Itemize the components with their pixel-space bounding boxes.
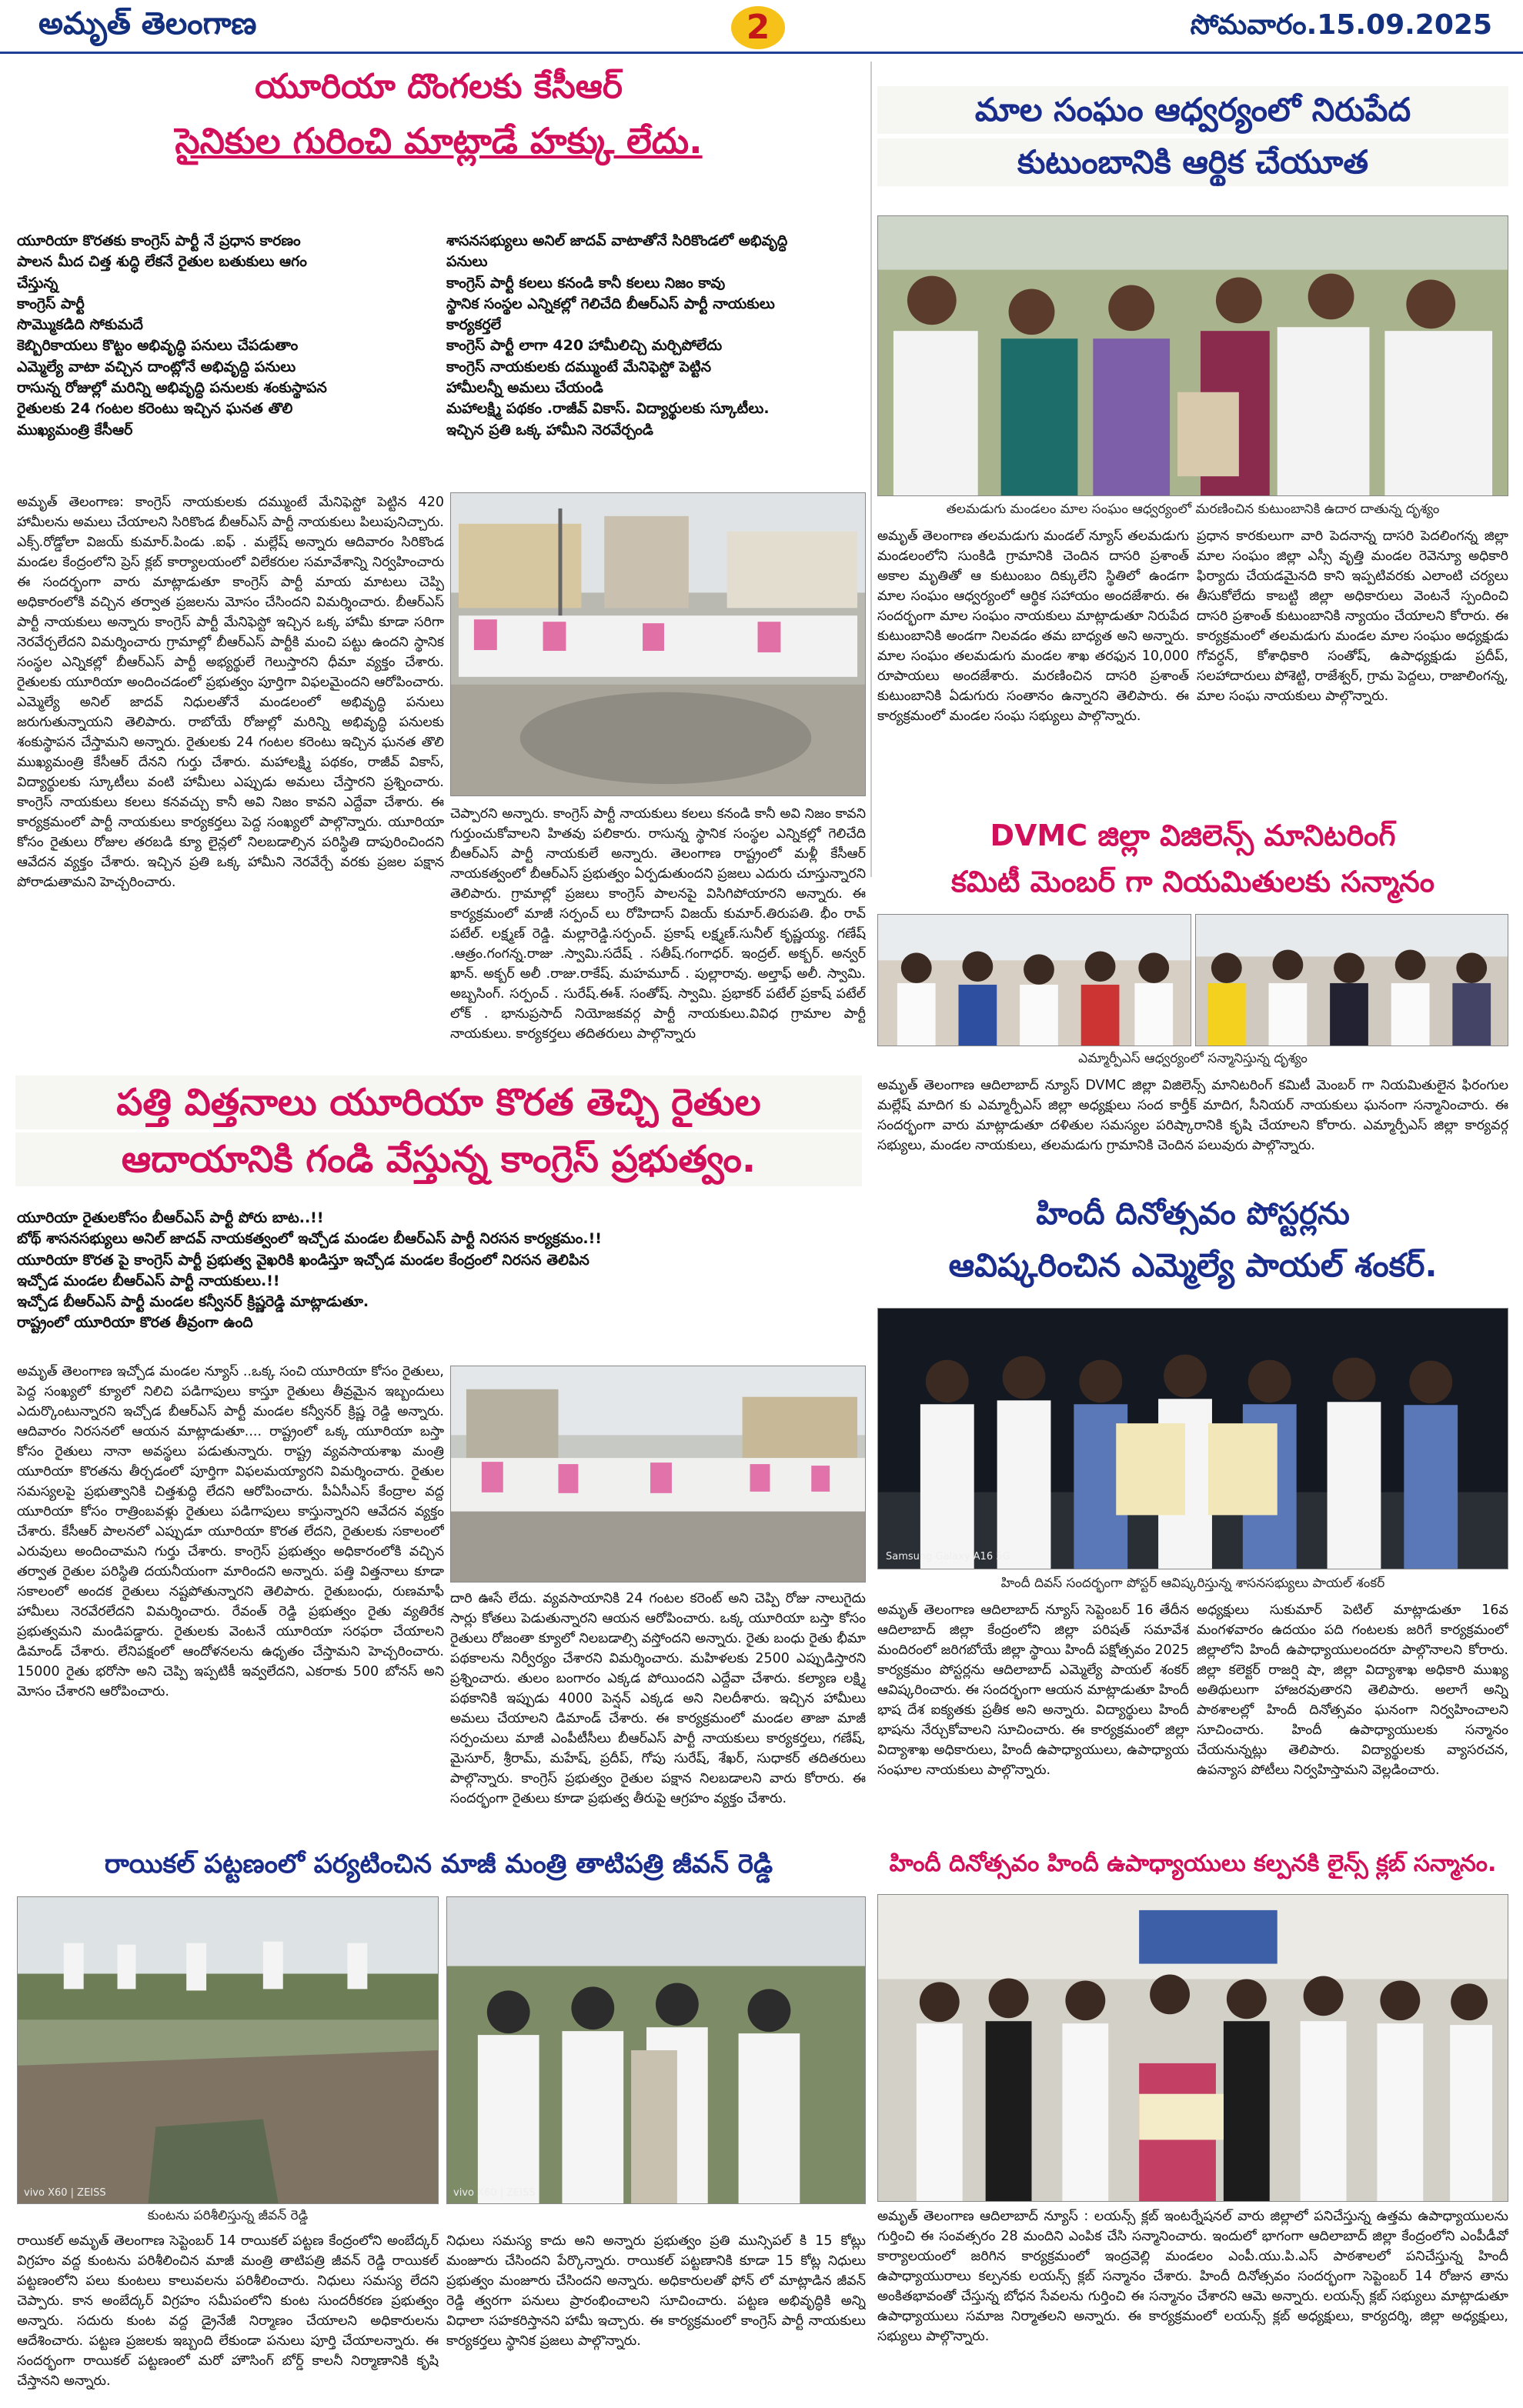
story4-headline-line2: కుటుంబానికి ఆర్థిక చేయూత	[877, 138, 1508, 186]
story7-body: అమృత్ తెలంగాణ ఆదిలాబాద్ న్యూస్ : లయన్స్ క్లబ్ ఇంటర్నేషనల్ వారు జిల్లాలో పనిచేస్తున్న ఉత్తమ ఉపాధ్యాయులను గుర్తించి ఈ సంవత్సరం 28 మందిని ఎంపిక చేసి సన్మానించారు. ఇందులో భాగంగా ఆదిలాబాద్ జిల్లా కేంద్రంలోని ఎంపీడీవో కార్యాలయంలో జరిగిన కార్యక్రమంలో ఇంద్రవెల్లి మండలం ఎంపీ.యు.పి.ఎస్ పాఠశాలలో పనిచేస్తున్న హిందీ ఉపాధ్యాయురాలు కల్పనకు లయన్స్ క్లబ్ సన్మానం చేశారు. హిందీ దినోత్సవం సందర్భంగా సెప్టెంబర్ 14 రోజున తాను అంకితభావంతో చేస్తున్న బోధన సేవలను గుర్తించి ఈ సన్మానం చేశారని ఆమె అన్నారు. లయన్స్ క్లబ్ సభ్యులు మాట్లాడుతూ ఉపాధ్యాయులు సమాజ నిర్మాతలని అన్నారు. ఈ కార్యక్రమంలో లయన్స్ క్లబ్ అధ్యక్షులు, కార్యదర్శి, జిల్లా అధ్యక్షులు, సభ్యులు పాల్గొన్నారు.	[877, 2209, 1508, 2344]
bullet: సొమ్మొకడిది సోకుమదే	[17, 316, 143, 334]
story1-bullets-right	[446, 231, 866, 462]
story5-photo-right	[1195, 914, 1508, 1046]
story7-photo	[877, 1894, 1508, 2202]
story4-photo-caption: తలమడుగు మండలం మాల సంఘం ఆధ్వర్యంలో మరణించిన కుటుంబానికి ఉదార దాతున్న దృశ్యం	[946, 502, 1440, 517]
story5-photo-left	[877, 914, 1191, 1046]
issue-date: సోమవారం.15.09.2025	[1190, 9, 1492, 41]
bullet: రాష్ట్రంలో యూరియా కొరత తీవ్రంగా ఉంది	[17, 1314, 253, 1332]
bullet: బోథ్ శాసనసభ్యులు అనిల్ జాదవ్ నాయకత్వంలో ఇచ్చోడ మండల బీఆర్ఎస్ పార్టీ నిరసన కార్యక్రమం.!!	[17, 1230, 602, 1248]
bullet: హామీలన్నీ అమలు చేయండి	[446, 379, 603, 397]
story1-photo	[450, 492, 866, 796]
bullet: శాసనసభ్యులు అనిల్ జాదవ్ వాటాతోనే సిరికొండలో అభివృద్ధి	[446, 232, 788, 249]
story2-bullets	[17, 1208, 863, 1346]
story4-body-col1: అమృత్ తెలంగాణ తలమడుగు మండల్ న్యూస్ తలమడుగు మండలంలోని సుంకిడి గ్రామానికి చెందిన దాసరి ప్రశాంత్ అకాల మృతితో ఆ కుటుంబం దిక్కులేని స్థితిలో ఉండగా మాల సంఘం ఆధ్వర్యంలో ఆర్థిక సహాయం అందజేశారు. ఈ సందర్భంగా మాల సంఘం నాయకులు మాట్లాడుతూ నిరుపేద కుటుంబానికి అండగా నిలవడం తమ బాధ్యత అని అన్నారు. మాల సంఘం తలమడుగు మండల శాఖ తరఫున 10,000 రూపాయలు అందజేశారు. మరణించిన దాసరి ప్రశాంత్ కుటుంబానికి ఏడుగురు సంతానం ఉన్నారని తెలిపారు. ఈ కార్యక్రమంలో మండల సంఘ సభ్యులు పాల్గొన్నారు.	[877, 529, 1189, 724]
story3-photo-right	[446, 1896, 866, 2204]
bullet: పనులు	[446, 253, 488, 271]
bullet: కార్యకర్తలే	[446, 316, 502, 334]
bullet: మహాలక్ష్మి పథకం .రాజీవ్ వికాస్. విద్యార్థులకు స్కూటీలు.	[446, 400, 770, 418]
story3-photo-caption: కుంటను పరిశీలిస్తున్న జీవన్ రెడ్డి	[147, 2208, 309, 2223]
bullet: కెబ్బిరికాయలు కొట్టం అభివృద్ధి పనులు చేపడుతాం	[17, 337, 299, 355]
story3-photo-left	[17, 1896, 439, 2204]
bullet: యూరియా కొరతకు కాంగ్రెస్ పార్టీ నే ప్రధాన కారణం	[17, 232, 301, 249]
story4-headline-line1: మాల సంఘం ఆధ్వర్యంలో నిరుపేద	[877, 86, 1508, 134]
story6-headline-line2: ఆవిష్కరించిన ఎమ్మెల్యే పాయల్ శంకర్.	[948, 1246, 1438, 1284]
bullet: కాంగ్రెస్ నాయకులకు దమ్ముంటే మేనిఫెస్టో పెట్టిన	[446, 358, 712, 375]
bullet: ఎమ్మెల్యే వాటా వచ్చిన దాంట్లోనే అభివృద్ధి పనులు	[17, 358, 296, 375]
bullet: కాంగ్రెస్ పార్టీ కలలు కనండి కానీ కలలు నిజం కావు	[446, 274, 726, 292]
bullet: కాంగ్రెస్ పార్టీ లాగా 420 హామీలిచ్చి మర్చిపోలేదు	[446, 337, 723, 355]
story5-headline-line2: కమిటీ మెంబర్ గా నియమితులకు సన్మానం	[951, 865, 1434, 899]
story3-headline: రాయికల్ పట్టణంలో పర్యటించిన మాజీ మంత్రి తాటిపత్రి జీవన్ రెడ్డి	[104, 1849, 773, 1879]
story5-photo-caption: ఎమ్మార్పీఎస్ ఆధ్వర్యంలో సన్మానిస్తున్న దృశ్యం	[1078, 1051, 1308, 1066]
story2-body-col2: దారి ఊసే లేదు. వ్యవసాయానికి 24 గంటల కరెంట్ అని చెప్పి రోజు నాలుగైదు సార్లు కోతలు పెడుతున్నారని ఆయన ఆరోపించారు. ఒక్క యూరియా బస్తా కోసం రైతులు రోజంతా క్యూలో నిలబడాల్సి వస్తోందని అన్నారు. రైతు బంధు రైతు భీమా పథకాలను నిర్వీర్యం చేశారని విమర్శించారు. మహిళలకు 2500 ఎప్పుడిస్తారని ప్రశ్నించారు. తులం బంగారం ఎక్కడ పోయిందని ఎద్దేవా చేశారు. కల్యాణ లక్ష్మి పథకానికి ఇప్పుడు 4000 పెన్షన్ ఎక్కడ అని నిలదీశారు. ఇచ్చిన హామీలు అమలు చేయాలని డిమాండ్ చేశారు. ఈ కార్యక్రమంలో మండల తాజా మాజీ సర్పంచులు మాజీ ఎంపీటీసీలు బీఆర్ఎస్ పార్టీ నాయకులు కార్యకర్తలు, గణేష్, మైసూర్, శ్రీరామ్, మహేష్, ప్రదీప్, గోపు సురేష్, శేఖర్, సుధాకర్ తదితరులు పాల్గొన్నారు. కాంగ్రెస్ ప్రభుత్వం రైతుల పక్షాన నిలబడాలని వారు కోరారు. ఈ సందర్భంగా రైతులు కూడా ప్రభుత్వ తీరుపై ఆగ్రహం వ్యక్తం చేశారు.	[450, 1591, 866, 1806]
story3-body-col1: రాయికల్ అమృత్ తెలంగాణ సెప్టెంబర్ 14 రాయికల్ పట్టణ కేంద్రంలోని అంబేద్కర్ విగ్రహం వద్ద కుంటను పరిశీలించిన మాజీ మంత్రి తాటిపత్రి జీవన్ రెడ్డి రాయికల్ పట్టణంలోని పలు కుంటలు కాలువలను పరిశీలించారు. నిధులు సమస్య లేదని చెప్పారు. కాన అంబేద్కర్ విగ్రహం సమీపంలోని కుంట సుందరీకరణ ప్రభుత్వం అన్నారు. సదురు కుంట వద్ద డ్రైనేజీ నిర్మాణం చేయాలని అధికారులను ఆదేశించారు. పట్టణ ప్రజలకు ఇబ్బంది లేకుండా పనులు పూర్తి చేయాలన్నారు. ఈ సందర్భంగా రాయికల్ పట్టణంలో మరో హౌసింగ్ బోర్డ్ కాలనీ నిర్మాణానికి కృషి చేస్తానని అన్నారు.	[17, 2233, 439, 2389]
photo-stamp: Samsung Galaxy A16 5G	[886, 1551, 1010, 1563]
paper-name: అమృత్ తెలంగాణ	[38, 6, 257, 42]
story1-headline-line2: సైనికుల గురించి మాట్లాడే హక్కు లేదు.	[175, 120, 703, 162]
story5-body: అమృత్ తెలంగాణ ఆదిలాబాద్ న్యూస్ DVMC జిల్లా విజిలెన్స్ మానిటరింగ్ కమిటీ మెంబర్ గా నియమితులైన ఫిరంగుల మల్లేష్ మాదిగ కు ఎమ్మార్పీఎస్ జిల్లా అధ్యక్షులు సంద కార్తీక్ మాదిగ, సీనియర్ నాయకులు ఘనంగా సన్మానించారు. ఈ సందర్భంగా వారు మాట్లాడుతూ దళితుల సమస్యల పరిష్కారానికి కృషి చేయాలని కోరారు. ఎమ్మార్పీఎస్ జిల్లా కార్యవర్గ సభ్యులు, మండల నాయకులు, తలమడుగు గ్రామానికి చెందిన పలువురు పాల్గొన్నారు.	[877, 1078, 1508, 1153]
bullet: ఇచ్చిన ప్రతి ఒక్క హామీని నెరవేర్చండి	[446, 421, 653, 439]
bullet: పాలన మీద చిత్త శుద్ధి లేకనే రైతుల బతుకులు ఆగం	[17, 253, 307, 271]
story2-photo	[450, 1366, 866, 1583]
bullet: యూరియా రైతులకోసం బీఆర్ఎస్ పార్టీ పోరు బాట..!!	[17, 1209, 324, 1226]
page-number-badge: 2	[731, 6, 785, 49]
masthead	[0, 0, 1523, 54]
bullet: యూరియా కొరత పై కాంగ్రెస్ పార్టీ ప్రభుత్వ వైఖరికి ఖండిస్తూ ఇచ్చోడ మండల కేంద్రంలో నిరసన తెలిపిన	[17, 1251, 589, 1269]
story1-headline-line1: యూరియా దొంగలకు కేసీఆర్	[255, 67, 623, 106]
story1-body-col2: చెప్పారని అన్నారు. కాంగ్రెస్ పార్టీ నాయకులు కలలు కనండి కానీ అవి నిజం కావని గుర్తుంచుకోవాలని హితవు పలికారు. రాసున్న స్థానిక సంస్థల ఎన్నికల్లో గెలిచేది బీఆర్ఎస్ పార్టీ నాయకులే అన్నారు. తెలంగాణ రాష్ట్రంలో మళ్లీ కేసీఆర్ నాయకత్వంలో బీఆర్ఎస్ ప్రభుత్వం ఏర్పడుతుందని ప్రజలు ఎదురు చూస్తున్నారని తెలిపారు. గ్రామాల్లో ప్రజలు కాంగ్రెస్ పాలనపై విసిగిపోయారని అన్నారు. ఈ కార్యక్రమంలో మాజీ సర్పంచ్ లు రోహిదాస్ విజయ్ కుమార్.తిరుపతి. భీం రావ్ పటేల్. లక్ష్మణ్ రెడ్డి. మల్లారెడ్డి.సర్పంచ్. ప్రకాష్ లక్ష్మణ్.సునీల్ కృష్ణయ్య. గణేష్ .ఆత్రం.గంగన్న.రాజు .స్వామి.సదేష్ . సతీష్.గంగాధర్. ఇంద్రల్. అక్బర్. అన్వర్ ఖాన్. అక్బర్ అలీ .రాజు.రాకేష్. మహమూద్ . పుల్లారావు. అల్తాఫ్ అలీ. స్వామి. అబ్బసింగ్. సర్పంచ్ . సురేష్.ఈశ్. సంతోష్. స్వామి. ప్రభాకర్ పటేల్ ప్రకాష్ పటేల్ లోక్ . భానుప్రసాద్ నియోజకవర్గ పార్టీ నాయకులు.వివిధ గ్రామాల పార్టీ నాయకులు. కార్యకర్తలు తదితరులు పాల్గొన్నారు	[450, 806, 866, 1042]
column-divider	[870, 62, 872, 877]
story4-photo	[877, 215, 1508, 496]
bullet: రైతులకు 24 గంటల కరెంటు ఇచ్చిన ఘనత తొలి	[17, 400, 293, 418]
story2-body-col1: అమృత్ తెలంగాణ ఇచ్చోడ మండల న్యూస్ ..ఒక్క సంచి యూరియా కోసం రైతులు, పెద్ద సంఖ్యలో క్యూలో నిలిచి పడిగాపులు కాస్తూ రైతులు తీవ్రమైన ఇబ్బందులు ఎదుర్కొంటున్నారని ఇచ్చోడ బీఆర్ఎస్ పార్టీ మండల కన్వీనర్ క్రిష్ణ రెడ్డి అన్నారు. ఆదివారం నిరసనలో ఆయన మాట్లాడుతూ.... రాష్ట్రంలో ఒక్క యూరియా బస్తా కోసం రైతులు నానా అవస్థలు పడుతున్నారు. రాష్ట్ర వ్యవసాయశాఖ మంత్రి యూరియా కొరతను తీర్చడంలో పూర్తిగా విఫలమయ్యారని విమర్శించారు. రైతుల సమస్యలపై ప్రభుత్వానికి చిత్తశుద్ధి లేదని ఆరోపించారు. పీఏసీఎస్ కేంద్రాల వద్ద యూరియా కోసం రాత్రింబవళ్లు రైతులు పడిగాపులు కాస్తున్నారని ఆవేదన వ్యక్తం చేశారు. కేసీఆర్ పాలనలో ఎప్పుడూ యూరియా కొరత లేదని, రైతులకు సకాలంలో ఎరువులు అందించామని గుర్తు చేశారు. కాంగ్రెస్ ప్రభుత్వం అధికారంలోకి వచ్చిన తర్వాత రైతుల పరిస్థితి దయనీయంగా మారిందని అన్నారు. పత్తి విత్తనాలు కూడా సకాలంలో అందక రైతులు నష్టపోతున్నారని తెలిపారు. రైతుబంధు, రుణమాఫీ హామీలు నెరవేరలేదని విమర్శించారు. రేవంత్ రెడ్డి ప్రభుత్వం రైతు వ్యతిరేక ప్రభుత్వమని మండిపడ్డారు. రైతులకు వెంటనే యూరియా సరఫరా చేయాలని డిమాండ్ చేశారు. లేనిపక్షంలో ఆందోళనలను ఉధృతం చేస్తామని హెచ్చరించారు. 15000 రైతు భరోసా అని చెప్పి ఇప్పటికీ ఇవ్వలేదని, ఎకరాకు 500 బోనస్ అని మోసం చేశారని ఆరోపించారు.	[17, 1364, 444, 1699]
story6-photo-caption: హిందీ దివస్ సందర్భంగా పోస్టర్ ఆవిష్కరిస్తున్న శాసనసభ్యులు పాయల్ శంకర్	[1000, 1576, 1385, 1591]
bullet: రాసున్న రోజుల్లో మరిన్ని అభివృద్ధి పనులకు శంకుస్థాపన	[17, 379, 327, 397]
story3-body-col2: నిధులు సమస్య కాదు అని అన్నారు ప్రభుత్వం ప్రతి మున్సిపల్ కి 15 కోట్లు మంజూరు చేసిందని పేర్కొన్నారు. రాయికల్ పట్టణానికి కూడా 15 కోట్ల నిధులు ప్రభుత్వం మంజూరు చేసిందని అన్నారు. అధికారులతో ఫోన్ లో మాట్లాడిన జీవన్ రెడ్డి త్వరగా పనులు ప్రారంభించాలని సూచించారు. పట్టణ అభివృద్ధికి అన్ని విధాలా సహకరిస్తానని హామీ ఇచ్చారు. ఈ కార్యక్రమంలో కాంగ్రెస్ పార్టీ నాయకులు కార్యకర్తలు స్థానిక ప్రజలు పాల్గొన్నారు.	[446, 2233, 866, 2349]
story6-body-col1: అమృత్ తెలంగాణ ఆదిలాబాద్ న్యూస్ సెప్టెంబర్ 16 తేదీన ఆదిలాబాద్ జిల్లా కేంద్రంలోని జిల్లా పరిషత్ సమావేశ మందిరంలో జరిగబోయే జిల్లా స్థాయి హిందీ పక్షోత్సవం 2025 కార్యక్రమం పోస్టర్లను ఆదిలాబాద్ ఎమ్మెల్యే పాయల్ శంకర్ ఆవిష్కరించారు. ఈ సందర్భంగా ఆయన మాట్లాడుతూ హిందీ భాష దేశ ఐక్యతకు ప్రతీక అని అన్నారు. విద్యార్థులు హిందీ భాషను నేర్చుకోవాలని సూచించారు. ఈ కార్యక్రమంలో జిల్లా విద్యాశాఖ అధికారులు, హిందీ ఉపాధ్యాయులు, ఉపాధ్యాయ సంఘాల నాయకులు పాల్గొన్నారు.	[877, 1603, 1189, 1778]
photo-stamp: vivo X60 | ZEISS	[24, 2187, 106, 2199]
bullet: ఇచ్చోడ మండల బీఆర్ఎస్ పార్టీ నాయకులు.!!	[17, 1272, 280, 1289]
story7-headline: హిందీ దినోత్సవం హిందీ ఉపాధ్యాయులు కల్పనకి లైన్స్ క్లబ్ సన్మానం.	[889, 1850, 1497, 1877]
bullet: ముఖ్యమంత్రి కేసీఆర్	[17, 421, 133, 439]
story6-body-col2: అధ్యక్షులు సుకుమార్ పెటిల్ మాట్లాడుతూ 16వ మంగళవారం ఉదయం పది గంటలకు జరిగే కార్యక్రమంలో జిల్లాలోని హిందీ ఉపాధ్యాయులందరూ పాల్గొనాలని కోరారు. జిల్లా కలెక్టర్ రాజర్షి షా, జిల్లా విద్యాశాఖ అధికారి ముఖ్య అతిథులుగా హాజరవుతారని తెలిపారు. అలాగే అన్ని పాఠశాలల్లో హిందీ దినోత్సవం ఘనంగా నిర్వహించాలని సూచించారు. హిందీ ఉపాధ్యాయులకు సన్మానం చేయనున్నట్లు తెలిపారు. విద్యార్థులకు వ్యాసరచన, ఉపన్యాస పోటీలు నిర్వహిస్తామని వెల్లడించారు.	[1197, 1603, 1508, 1778]
story4-body-col2: ప్రధాన కారకులుగా వారి పెదనాన్న దాసరి పెదలింగన్న జిల్లా మాల సంఘం జిల్లా ఎస్సీ వృత్తి మండల రెవెన్యూ అధికారి ఫిర్యాదు చేయడమైనది కాని ఇప్పటివరకు ఎలాంటి చర్యలు తీసుకోలేదు కాబట్టి జిల్లా అధికారులు వెంటనే స్పందించి దాసరి ప్రశాంత్ కుటుంబానికి న్యాయం చేయాలని కోరారు. ఈ కార్యక్రమంలో తలమడుగు మండల మాల సంఘం అధ్యక్షుడు గోవర్ధన్, కోశాధికారి సంతోష్, ఉపాధ్యక్షుడు ప్రదీప్, సలహాదారులు పోశెట్టి, రాజేశ్వర్, గ్రామ పెద్దలు, రాజాలింగన్న, మాల సంఘ నాయకులు పాల్గొన్నారు.	[1197, 529, 1508, 704]
story2-headline-line2: ఆదాయానికి గండి వేస్తున్న కాంగ్రెస్ ప్రభుత్వం.	[15, 1132, 862, 1186]
story6-headline-line1: హిందీ దినోత్సవం పోస్టర్లను	[1036, 1196, 1350, 1232]
photo-stamp: vivo X60 | ZEISS	[453, 2187, 536, 2199]
story2-headline-line1: పత్తి విత్తనాలు యూరియా కొరత తెచ్చి రైతుల	[15, 1076, 862, 1129]
bullet: కాంగ్రెస్ పార్టీ	[17, 295, 85, 312]
story5-headline-line1: DVMC జిల్లా విజిలెన్స్ మానిటరింగ్	[990, 819, 1396, 852]
bullet: స్థానిక సంస్థల ఎన్నికల్లో గెలిచేది బీఆర్ఎస్ పార్టీ నాయకులు	[446, 295, 775, 312]
bullet: ఇచ్చోడ బీఆర్ఎస్ పార్టీ మండల కన్వీనర్ క్రిష్ణరెడ్డి మాట్లాడుతూ.	[17, 1293, 369, 1311]
bullet: చేస్తున్న	[17, 274, 58, 292]
story1-body-col1: అమృత్ తెలంగాణ: కాంగ్రెస్ నాయకులకు దమ్ముంటే మేనిఫెస్టో పెట్టిన 420 హామీలను అమలు చేయాలని సిరికొండ బీఆర్ఎస్ పార్టీ నాయకులు పిలుపునిచ్చారు. ఎక్స్.రోడ్డోలా విజయ్ కుమార్.పిండు .ఐఫ్ . మల్లేష్ అన్నారు ఆదివారం సిరికొండ మండల కేంద్రంలోని ప్రెస్ క్లబ్ కార్యాలయంలో విలేకరుల సమావేశాన్ని నిర్వహించారు ఈ సందర్భంగా వారు మాట్లాడుతూ కాంగ్రెస్ పార్టీ మాయ మాటలు చెప్పి అధికారంలోకి వచ్చిన తర్వాత ప్రజలను మోసం చేసిందని విమర్శించారు. బీఆర్ఎస్ పార్టీ నాయకులు అన్నారు కాంగ్రెస్ పార్టీ మేనిఫెస్టో ఇచ్చిన ఒక్క హామీ కూడా సరిగా నెరవేర్చలేదని విమర్శించారు గ్రామాల్లో బీఆర్ఎస్ పార్టీకి మంచి పట్టు ఉందని స్థానిక సంస్థల ఎన్నికల్లో బీఆర్ఎస్ పార్టీ అభ్యర్థులే గెలుస్తారని ధీమా వ్యక్తం చేశారు. రైతులకు యూరియా అందించడంలో ప్రభుత్వం పూర్తిగా విఫలమైందని ఆరోపించారు. ఎమ్మెల్యే అనిల్ జాదవ్ నిధులతోనే మండలంలో అభివృద్ధి పనులు జరుగుతున్నాయని తెలిపారు. రాబోయే రోజుల్లో మరిన్ని అభివృద్ధి పనులకు శంకుస్థాపన చేస్తామని అన్నారు. రైతులకు 24 గంటల కరెంటు ఇచ్చిన ఘనత తొలి ముఖ్యమంత్రి కేసీఆర్ దేనని గుర్తు చేశారు. మహాలక్ష్మి పథకం, రాజీవ్ వికాస్, విద్యార్థులకు స్కూటీలు వంటి హామీలు ఎప్పుడు అమలు చేస్తారని ప్రశ్నించారు. కాంగ్రెస్ నాయకులు కలలు కనవచ్చు కానీ అవి నిజం కావని ఎద్దేవా చేశారు. ఈ కార్యక్రమంలో పార్టీ నాయకులు కార్యకర్తలు పెద్ద సంఖ్యలో పాల్గొన్నారు. యూరియా కోసం రైతులు రోజుల తరబడి క్యూ లైన్లలో నిలబడాల్సిన పరిస్థితి దాపురించిందని ఆవేదన వ్యక్తం చేశారు. ఇచ్చిన ప్రతి ఒక్క హామీని నెరవేర్చే వరకు ప్రజల పక్షాన పోరాడుతామని హెచ్చరించారు.	[17, 495, 444, 890]
story6-photo	[877, 1308, 1508, 1569]
story1-bullets-left	[17, 231, 448, 462]
